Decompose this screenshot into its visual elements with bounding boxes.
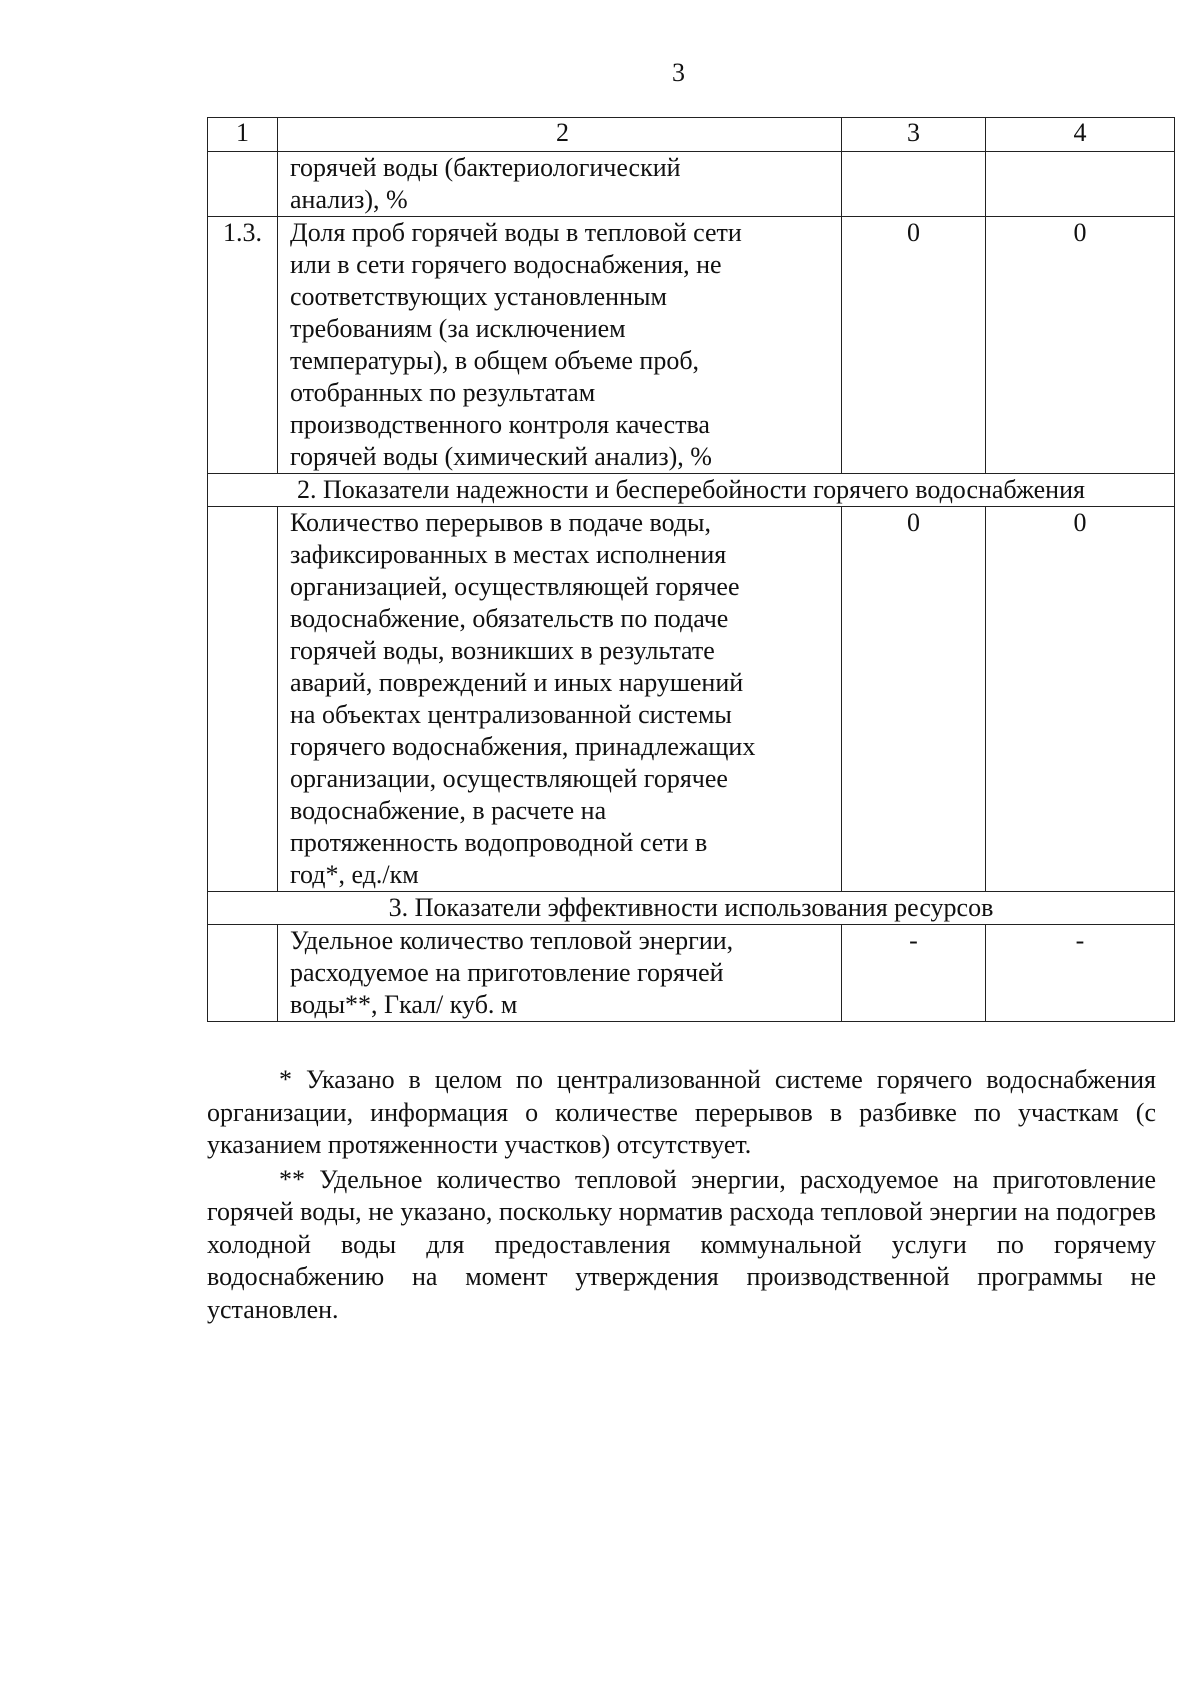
indicators-table	[207, 117, 1175, 1022]
footnotes	[207, 1064, 1156, 1326]
description-line: Доля проб горячей воды в тепловой сети	[290, 218, 742, 247]
description-line: соответствующих установленным	[290, 282, 667, 311]
row-value-col-3: 0	[842, 507, 986, 892]
description-line: горячего водоснабжения, принадлежащих	[290, 732, 756, 761]
description-line: горячей воды (бактериологический	[290, 153, 681, 182]
row-number	[208, 152, 278, 217]
row-number: 1.3.	[208, 217, 278, 474]
description-line: или в сети горячего водоснабжения, не	[290, 250, 722, 279]
row-value-col-3: 0	[842, 217, 986, 474]
row-value-col-3	[842, 152, 986, 217]
description-line: организацией, осуществляющей горячее	[290, 572, 740, 601]
row-value-col-4	[986, 152, 1175, 217]
description-line: расходуемое на приготовление горячей	[290, 958, 724, 987]
description-line: температуры), в общем объеме проб,	[290, 346, 700, 375]
section-header-row	[208, 474, 1175, 507]
description-line: производственного контроля качества	[290, 410, 710, 439]
page-number: 3	[672, 58, 685, 87]
description-line: горячей воды, возникших в результате	[290, 636, 715, 665]
section-2-title: 2. Показатели надежности и бесперебойности горячего водоснабжения	[208, 474, 1175, 507]
row-value-col-3: -	[842, 925, 986, 1022]
row-description	[278, 507, 842, 892]
table-header-row	[208, 118, 1175, 152]
description-line: организации, осуществляющей горячее	[290, 764, 728, 793]
table-row	[208, 507, 1175, 892]
table-row	[208, 217, 1175, 474]
description-line: Удельное количество тепловой энергии,	[290, 926, 734, 955]
row-description	[278, 925, 842, 1022]
description-line: отобранных по результатам	[290, 378, 596, 407]
header-col-1: 1	[208, 118, 278, 152]
description-line: протяженность водопроводной сети в	[290, 828, 708, 857]
row-number	[208, 507, 278, 892]
description-line: воды**, Гкал/ куб. м	[290, 990, 518, 1019]
header-col-4: 4	[986, 118, 1175, 152]
row-value-col-4: 0	[986, 217, 1175, 474]
footnote-1: * Указано в целом по централизованной системе горячего водоснабжения организации, информация о количестве перерывов в разбивке по участкам (с указанием протяженности участков) отсутствует.	[207, 1065, 1156, 1159]
row-value-col-4: 0	[986, 507, 1175, 892]
description-line: год*, ед./км	[290, 860, 419, 889]
description-line: водоснабжение, в расчете на	[290, 796, 607, 825]
section-header-row	[208, 892, 1175, 925]
table-row	[208, 925, 1175, 1022]
row-value-col-4: -	[986, 925, 1175, 1022]
header-col-2: 2	[278, 118, 842, 152]
description-line: горячей воды (химический анализ), %	[290, 442, 712, 471]
row-description	[278, 152, 842, 217]
section-3-title: 3. Показатели эффективности использования ресурсов	[208, 892, 1175, 925]
description-line: зафиксированных в местах исполнения	[290, 540, 727, 569]
description-line: аварий, повреждений и иных нарушений	[290, 668, 744, 697]
description-line: на объектах централизованной системы	[290, 700, 732, 729]
footnote-2: ** Удельное количество тепловой энергии, расходуемое на приготовление горячей воды, не указано, поскольку норматив расхода тепловой энергии на подогрев холодной воды для предоставления коммунальной услуги по горячему водоснабжению на момент утверждения производственной программы не установлен.	[207, 1164, 1156, 1324]
description-line: водоснабжение, обязательств по подаче	[290, 604, 729, 633]
description-line: Количество перерывов в подаче воды,	[290, 508, 712, 537]
description-line: требованиям (за исключением	[290, 314, 626, 343]
table-row	[208, 152, 1175, 217]
header-col-3: 3	[842, 118, 986, 152]
description-line: анализ), %	[290, 185, 408, 214]
row-number	[208, 925, 278, 1022]
row-description	[278, 217, 842, 474]
